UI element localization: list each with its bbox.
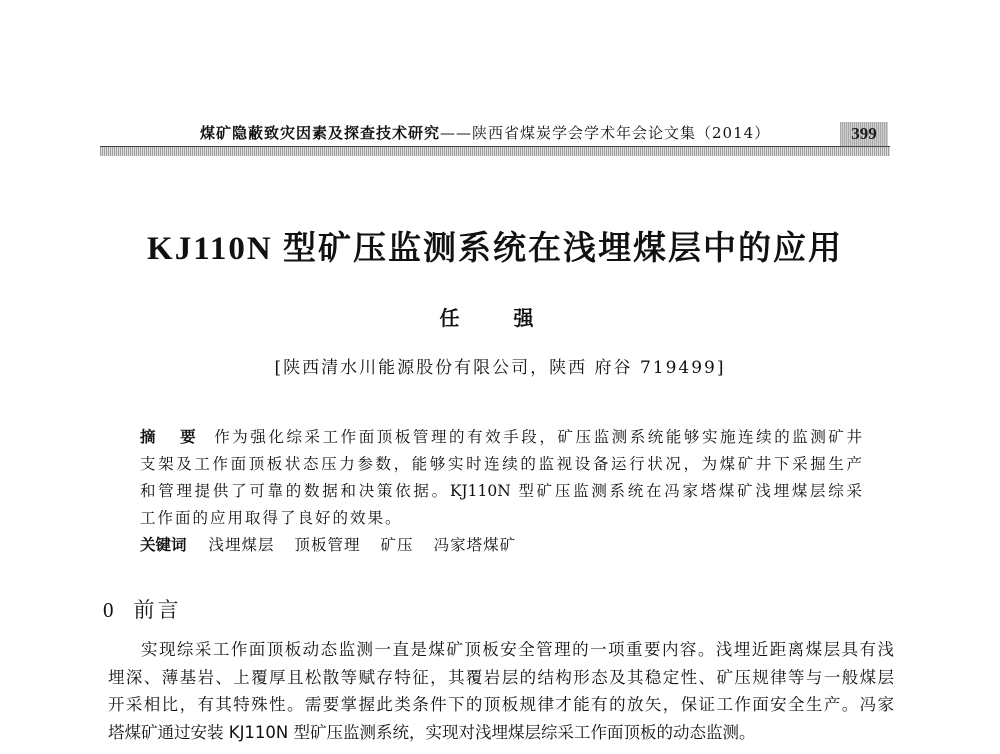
running-header: [100, 120, 890, 146]
header-band: [100, 147, 890, 156]
keyword-item: 顶板管理: [294, 536, 361, 554]
body-line: 塔煤矿通过安装 KJ110N 型矿压监测系统，实现对浅埋煤层综采工作面顶板的动态监测。: [108, 722, 756, 742]
paper-title: KJ110N 型矿压监测系统在浅埋煤层中的应用: [147, 231, 843, 267]
body-paragraph: [108, 636, 894, 746]
body-line: 实现综采工作面顶板动态监测一直是煤矿顶板安全管理的一项重要内容。浅埋近距离煤层具有浅: [141, 640, 894, 659]
keywords: [140, 532, 862, 559]
keyword-item: 矿压: [380, 536, 414, 554]
abstract-line: 和管理提供了可靠的数据和决策依据。KJ110N 型矿压监测系统在冯家塔煤矿浅埋煤层综采: [140, 482, 862, 500]
page-number: 399: [840, 122, 888, 146]
abstract: [140, 424, 862, 532]
keywords-label: 关键词: [140, 536, 187, 554]
keyword-item: 冯家塔煤矿: [433, 536, 517, 554]
section-title: 前言: [133, 598, 182, 622]
body-line: 开采相比，有其特殊性。需要掌握此类条件下的顶板规律才能有的放矢，保证工作面安全生产。冯家: [108, 695, 894, 714]
journal-title: [200, 124, 830, 142]
abstract-line: [140, 424, 862, 451]
body-line: 埋深、薄基岩、上覆厚且松散等赋存特征，其覆岩层的结构形态及其稳定性、矿压规律等与一般煤层: [108, 667, 894, 687]
abstract-label: 摘 要: [140, 428, 201, 446]
abstract-line: 支架及工作面顶板状态压力参数，能够实时连续的监视设备运行状况，为煤矿井下采掘生产: [140, 455, 862, 473]
author-name: 任 强: [439, 306, 551, 330]
journal-main-title: 煤矿隐蔽致灾因素及探查技术研究: [200, 124, 441, 142]
keyword-item: 浅埋煤层: [208, 536, 275, 554]
section-heading: [103, 595, 182, 625]
journal-proceedings-title: ——陕西省煤炭学会学术年会论文集（2014）: [440, 124, 771, 142]
abstract-text: 作为强化综采工作面顶板管理的有效手段，矿压监测系统能够实施连续的监测矿井: [214, 428, 862, 446]
author-affiliation: [陕西清水川能源股份有限公司，陕西 府谷 719499]: [274, 358, 726, 378]
section-number: 0: [103, 598, 114, 622]
abstract-line: 工作面的应用取得了良好的效果。: [140, 509, 403, 527]
